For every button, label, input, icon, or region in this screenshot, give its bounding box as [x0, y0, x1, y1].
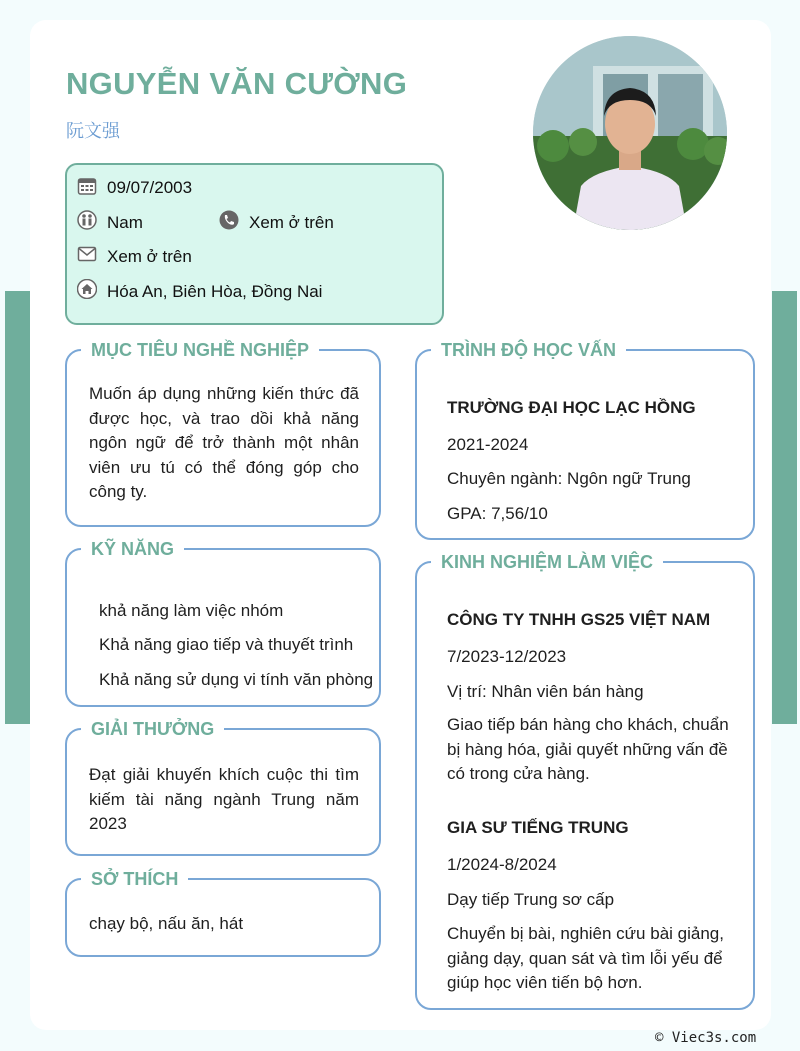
job-role: Vị trí: Nhân viên bán hàng	[447, 682, 644, 701]
profile-photo-illustration	[533, 36, 727, 230]
email-value: Xem ở trên	[107, 247, 192, 266]
address-value: Hóa An, Biên Hòa, Đồng Nai	[107, 282, 323, 301]
objective-text: Muốn áp dụng những kiến thức đã được học, và trao dồi khả năng ngôn ngữ để trở thành một nhân viên ưu tú có thể đóng góp cho công ty.	[89, 384, 359, 501]
home-icon	[77, 279, 97, 299]
job-role: Dạy tiếp Trung sơ cấp	[447, 890, 615, 909]
gpa: GPA: 7,56/10	[447, 504, 548, 523]
skill-item: Khả năng sử dụng vi tính văn phòng	[99, 670, 374, 689]
awards-section	[65, 719, 381, 856]
calendar-icon	[77, 176, 97, 196]
education-section	[415, 340, 755, 540]
hobbies-section	[65, 869, 381, 957]
job-company: CÔNG TY TNHH GS25 VIỆT NAM	[447, 610, 711, 629]
skills-section	[65, 539, 381, 707]
study-period: 2021-2024	[447, 435, 529, 454]
skill-item: khả năng làm việc nhóm	[99, 601, 284, 620]
awards-text: Đạt giải khuyến khích cuộc thi tìm kiếm tài năng ngành Trung năm 2023	[89, 765, 359, 833]
dob-value: 09/07/2003	[107, 178, 193, 197]
left-decor-band	[5, 291, 30, 724]
phone-value: Xem ở trên	[249, 213, 334, 232]
footer-watermark: © Viec3s.com	[655, 1030, 757, 1046]
experience-section	[415, 552, 755, 1010]
gender-value: Nam	[107, 213, 143, 232]
phone-icon	[219, 210, 239, 230]
email-icon	[77, 244, 97, 264]
right-decor-band	[772, 291, 797, 724]
awards-title: GIẢI THƯỞNG	[81, 717, 224, 741]
school-name: TRƯỜNG ĐẠI HỌC LẠC HỒNG	[447, 398, 696, 417]
objective-title: MỤC TIÊU NGHỀ NGHIỆP	[81, 338, 319, 362]
candidate-name-chinese: 阮文强	[66, 121, 120, 142]
objective-section	[65, 340, 381, 527]
job-period: 7/2023-12/2023	[447, 647, 567, 666]
skills-title: KỸ NĂNG	[81, 537, 184, 561]
job-description: Chuyển bị bài, nghiên cứu bài giảng, giảng dạy, quan sát và tìm lỗi yếu để giúp học viên tiến bộ hơn.	[447, 924, 724, 992]
major: Chuyên ngành: Ngôn ngữ Trung	[447, 469, 691, 488]
profile-photo	[533, 36, 727, 230]
experience-title: KINH NGHIỆM LÀM VIỆC	[431, 550, 663, 574]
skill-item: Khả năng giao tiếp và thuyết trình	[99, 635, 354, 654]
hobbies-title: SỞ THÍCH	[81, 867, 188, 891]
hobbies-text: chạy bộ, nấu ăn, hát	[89, 914, 244, 933]
job-company: GIA SƯ TIẾNG TRUNG	[447, 818, 629, 837]
job-description: Giao tiếp bán hàng cho khách, chuẩn bị hàng hóa, giải quyết những vấn đề có trong cửa hàng.	[447, 715, 729, 783]
candidate-name: NGUYỄN VĂN CƯỜNG	[66, 66, 408, 101]
job-period: 1/2024-8/2024	[447, 855, 557, 874]
gender-icon	[77, 210, 97, 230]
education-title: TRÌNH ĐỘ HỌC VẤN	[431, 338, 626, 362]
